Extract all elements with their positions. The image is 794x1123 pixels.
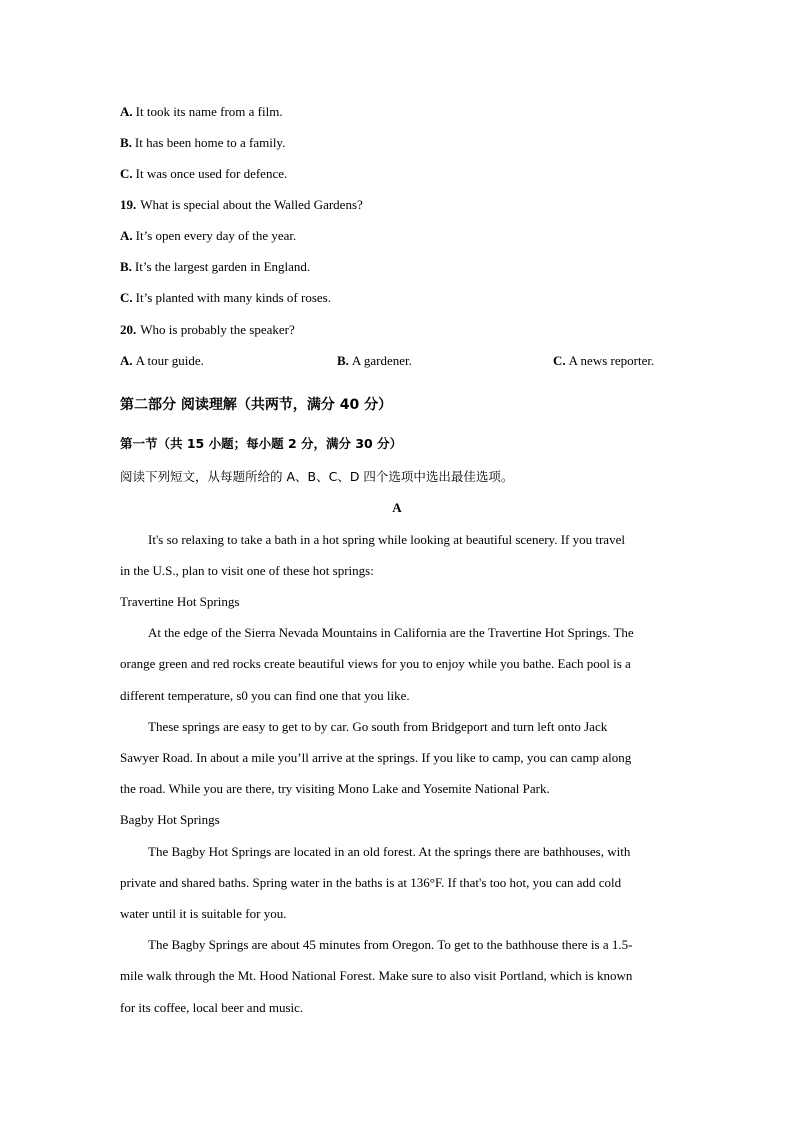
option-letter: A. (120, 228, 133, 243)
instruction-text: 阅读下列短文，从每题所给的 A、B、C、D 四个选项中选出最佳选项。 (120, 469, 514, 484)
option-text: A tour guide. (135, 353, 204, 368)
q19-option-c (120, 290, 331, 306)
q19-option-a (120, 228, 296, 244)
option-text: A news reporter. (568, 353, 655, 368)
section-one-title: 第一节（共 15 小题；每小题 2 分，满分 30 分） (120, 436, 403, 451)
q20-option-a (120, 353, 204, 369)
passage-line: Sawyer Road. In about a mile you’ll arrive at the springs. If you like to camp, you can camp along (120, 750, 632, 765)
option-letter: B. (120, 135, 132, 150)
passage-line: for its coffee, local beer and music. (120, 1000, 304, 1015)
q19-option-b (120, 259, 310, 275)
option-letter: C. (120, 290, 133, 305)
passage-label: A (392, 500, 402, 515)
question-text: Who is probably the speaker? (140, 322, 295, 337)
passage-line: It's so relaxing to take a bath in a hot spring while looking at beautiful scenery. If you travel (148, 532, 625, 547)
option-letter: A. (120, 104, 133, 119)
option-letter: A. (120, 353, 133, 368)
option-text: It’s open every day of the year. (135, 228, 297, 243)
passage-line: At the edge of the Sierra Nevada Mountains in California are the Travertine Hot Springs. The (148, 625, 634, 640)
question-number: 20. (120, 322, 137, 337)
option-text: A gardener. (351, 353, 412, 368)
option-letter: B. (120, 259, 132, 274)
part-two-title: 第二部分 阅读理解（共两节，满分 40 分） (120, 397, 393, 413)
option-text: It was once used for defence. (135, 166, 288, 181)
option-letter: B. (337, 353, 349, 368)
q18-option-c (120, 166, 287, 182)
passage-line: private and shared baths. Spring water in the baths is at 136°F. If that's too hot, you can add cold (120, 875, 622, 890)
q20-option-b (337, 353, 412, 369)
passage-line: in the U.S., plan to visit one of these hot springs: (120, 563, 374, 578)
question-number: 19. (120, 197, 137, 212)
passage-line: The Bagby Springs are about 45 minutes from Oregon. To get to the bathhouse there is a 1.5- (148, 937, 633, 952)
q18-option-b (120, 135, 285, 151)
passage-line: The Bagby Hot Springs are located in an old forest. At the springs there are bathhouses, with (148, 844, 631, 859)
q18-option-a (120, 104, 283, 120)
passage-line: water until it is suitable for you. (120, 906, 287, 921)
q19-stem (120, 197, 363, 213)
q20-option-c (553, 353, 654, 369)
option-text: It’s planted with many kinds of roses. (135, 290, 331, 305)
option-text: It’s the largest garden in England. (134, 259, 311, 274)
passage-line: the road. While you are there, try visiting Mono Lake and Yosemite National Park. (120, 781, 550, 796)
option-text: It took its name from a film. (135, 104, 283, 119)
passage-subheading: Travertine Hot Springs (120, 594, 240, 609)
option-text: It has been home to a family. (134, 135, 286, 150)
passage-subheading: Bagby Hot Springs (120, 812, 220, 827)
question-text: What is special about the Walled Gardens? (140, 197, 363, 212)
passage-line: These springs are easy to get to by car. Go south from Bridgeport and turn left onto Jack (148, 719, 608, 734)
option-letter: C. (553, 353, 566, 368)
passage-line: different temperature, s0 you can find one that you like. (120, 688, 410, 703)
option-letter: C. (120, 166, 133, 181)
passage-line: mile walk through the Mt. Hood National Forest. Make sure to also visit Portland, which is known (120, 968, 633, 983)
passage-line: orange green and red rocks create beautiful views for you to enjoy while you bathe. Each pool is a (120, 656, 631, 671)
q20-stem (120, 322, 295, 338)
